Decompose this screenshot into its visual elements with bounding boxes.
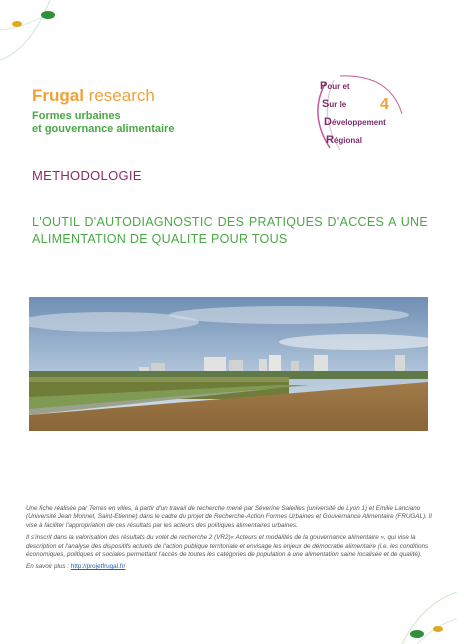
- psdr-number: 4: [380, 96, 389, 113]
- frugal-wordmark: [32, 86, 202, 106]
- frugal-name-bold: Frugal: [32, 86, 84, 105]
- psdr-line-2: Sur le: [322, 98, 347, 110]
- document-title: L'OUTIL D'AUTODIAGNOSTIC DES PRATIQUES D'ACCES A UNE ALIMENTATION DE QUALITE POUR TOUS: [32, 215, 428, 246]
- frugal-research-logo: [32, 86, 202, 136]
- landscape-photo: [29, 297, 428, 431]
- psdr-line-3: Développement: [324, 116, 386, 128]
- psdr-line-1: Pour et: [320, 80, 350, 92]
- psdr-logo: [300, 74, 408, 154]
- more-info-label: En savoir plus :: [26, 563, 71, 571]
- psdr-line-4: Régional: [326, 134, 362, 146]
- document-body: [26, 505, 432, 576]
- corner-ornament-bottom: [397, 584, 457, 644]
- section-title: METHODOLOGIE: [32, 168, 142, 183]
- frugal-subtitle: [32, 110, 202, 136]
- frugal-name-light: research: [83, 86, 155, 105]
- more-info-line: [26, 563, 432, 571]
- paragraph-context: Il s'inscrit dans la valorisation des résultats du volet de recherche 2 (VR2)« Acteurs et modalités de la gouvernance alimentaire », qui vise la description et l'analyse des dispositifs actuels de l'action publique territoriale et envisage les enjeux de démocratie alimentaire (i.e. les conditions économiques, politiques et sociales permettant l'accès de toutes les catégories de population à une alimentation saine localisée et de qualité).: [26, 534, 429, 559]
- project-website-link[interactable]: http://projetfrugal.fr/: [70, 563, 126, 571]
- frugal-subtitle-line-2: et gouvernance alimentaire: [32, 123, 175, 135]
- frugal-subtitle-line-1: Formes urbaines: [32, 110, 121, 122]
- corner-ornament-top: [0, 0, 70, 70]
- paragraph-authors: Une fiche réalisée par Terres en villes, à partir d'un travail de recherche mené par Séverine Saleilles (université de Lyon 1) et Emilie Lanciano (Université Jean Monnet, Saint-Etienne) dans le cadre du projet de Recherche-Action Formes Urbaines et Gouvernance Alimentaire (FRUGAL). Il vise à faciliter l'appropriation de ces résultats par les acteurs des politiques alimentaires urbaines.: [26, 505, 432, 529]
